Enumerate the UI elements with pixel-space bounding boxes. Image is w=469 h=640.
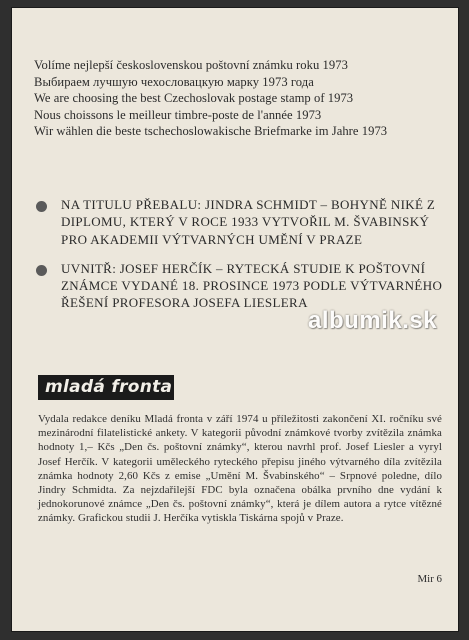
intro-line-cs: Volíme nejlepší československou poštovní známku roku 1973 xyxy=(34,58,348,72)
publication-note: Vydala redakce deníku Mladá fronta v září 1974 u příležitosti zakončení XI. ročníku své mezinárodní filatelistické ankety. V kategorii původní známkové tvorby zvítězila známka hodnoty 1,– Kčs „Den čs. poštovní známky“, kterou navrhl prof. Josef Liesler a vyryl Josef Herčík. V kategorii uměleckého ryteckého přepisu jiného výtvarného díla zvítězila známka hodnoty 2,60 Kčs z emise „Umění M. Švabinského“ – Srpnové poledne, dílo Jindry Schmidta. Za nejzdařilejší FDC byla označena obálka prvního dne vydání k jednokorunové známce „Den čs. poštovní známky“, která je dílem autora a rytce vítězné známky. Grafickou studii J. Herčíka vytiskla Tiskárna spojů v Praze. xyxy=(38,413,442,525)
watermark: albumik.sk xyxy=(308,307,438,334)
bullet-cover xyxy=(34,196,446,248)
bullet-inside-text: UVNITŘ: JOSEF HERČÍK – RYTECKÁ STUDIE K POŠTOVNÍ ZNÁMCE VYDANÉ 18. PROSINCE 1973 PODLE VÝTVARNÉHO ŘEŠENÍ PROFESORA JOSEFA LIESLERA xyxy=(61,260,443,311)
print-code: Mir 6 xyxy=(417,573,442,585)
bullet-dot-icon xyxy=(36,265,47,276)
intro-line-en: We are choosing the best Czechoslovak postage stamp of 1973 xyxy=(34,91,354,106)
bullet-cover-text: NA TITULU PŘEBALU: JINDRA SCHMIDT – BOHYNĚ NIKÉ Z DIPLOMU, KTERÝ V ROCE 1933 VYTVOŘIL M. ŠVABINSKÝ PRO AKADEMII VÝTVARNÝCH UMĚNÍ V PRAZE xyxy=(61,197,436,247)
bullet-dot-icon xyxy=(36,201,47,212)
bullet-list xyxy=(34,196,446,312)
intro-lines xyxy=(34,57,446,140)
mlada-fronta-logo: mladá fronta xyxy=(38,375,174,400)
bullet-inside xyxy=(34,260,446,312)
intro-line-de: Wir wählen die beste tschechoslowakische Briefmarke im Jahre 1973 xyxy=(34,124,388,139)
intro-line-fr: Nous choissons le meilleur timbre-poste de l'année 1973 xyxy=(34,107,322,122)
intro-line-ru: Выбираем лучшую чехословацкую марку 1973 года xyxy=(34,74,314,89)
